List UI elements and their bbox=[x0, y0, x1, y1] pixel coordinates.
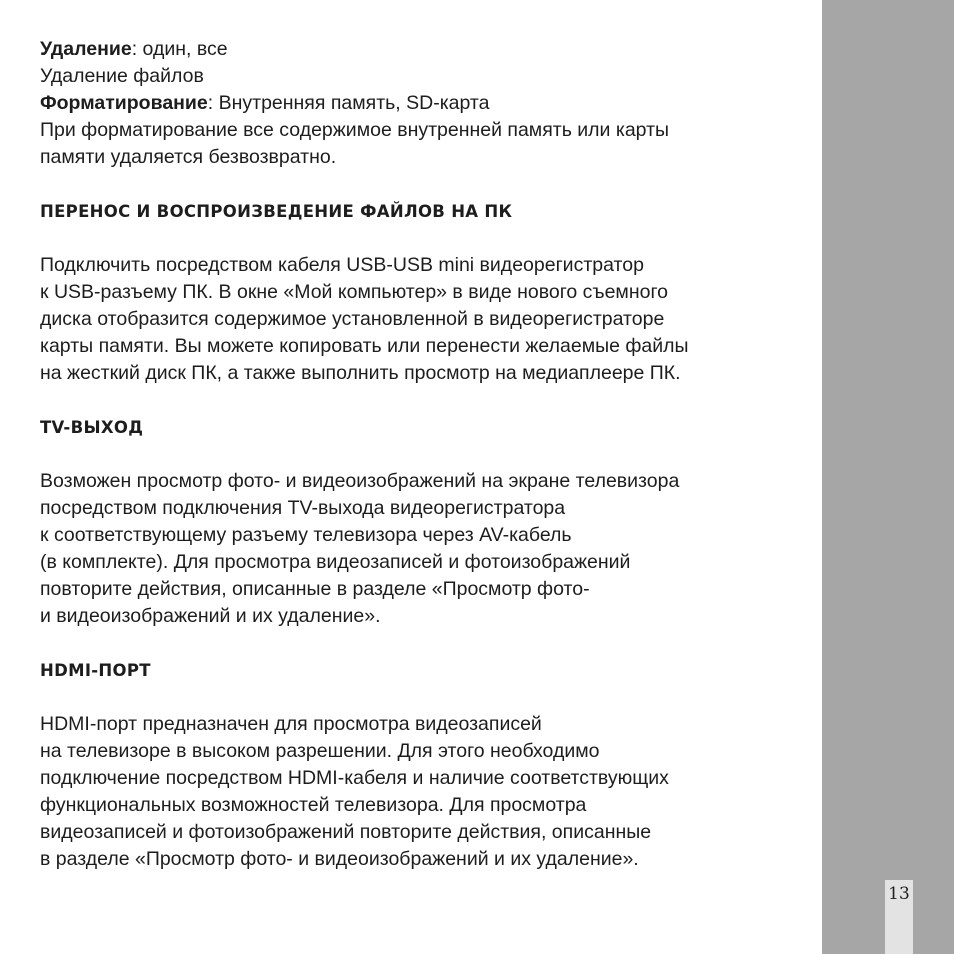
paragraph-line: Подключить посредством кабеля USB-USB mini видеорегистратор bbox=[40, 254, 644, 276]
delete-files-line: Удаление файлов bbox=[40, 65, 204, 87]
paragraph-line: функциональных возможностей телевизора. Для просмотра bbox=[40, 794, 587, 816]
delete-value: : один, все bbox=[131, 38, 228, 60]
side-margin-band bbox=[822, 0, 954, 954]
spacer bbox=[40, 684, 815, 711]
paragraph-line: видеозаписей и фотоизображений повторите действия, описанные bbox=[40, 821, 652, 843]
page-content bbox=[40, 36, 815, 873]
format-line bbox=[40, 90, 815, 117]
format-value: : Внутренняя память, SD-карта bbox=[207, 92, 490, 114]
page-number: 13 bbox=[888, 884, 910, 904]
spacer bbox=[40, 441, 815, 468]
format-label: Форматирование bbox=[40, 92, 208, 114]
paragraph-line: подключение посредством HDMI-кабеля и наличие соответствующих bbox=[40, 767, 669, 789]
spacer bbox=[40, 225, 815, 252]
paragraph-line: (в комплекте). Для просмотра видеозаписей и фотоизображений bbox=[40, 551, 631, 573]
spacer bbox=[40, 171, 815, 198]
section-heading-transfer: ПЕРЕНОС И ВОСПРОИЗВЕДЕНИЕ ФАЙЛОВ НА ПК bbox=[40, 202, 513, 221]
paragraph-line: посредством подключения TV-выхода видеорегистратора bbox=[40, 497, 566, 519]
paragraph-line: Возможен просмотр фото- и видеоизображений на экране телевизора bbox=[40, 470, 680, 492]
paragraph-line: диска отобразится содержимое установленной в видеорегистраторе bbox=[40, 308, 665, 330]
paragraph-line: к USB-разъему ПК. В окне «Мой компьютер» в виде нового съемного bbox=[40, 281, 668, 303]
paragraph-line: в разделе «Просмотр фото- и видеоизображений и их удаление». bbox=[40, 848, 639, 870]
paragraph-line: на телевизоре в высоком разрешении. Для этого необходимо bbox=[40, 740, 600, 762]
delete-line bbox=[40, 36, 815, 63]
paragraph-line: на жесткий диск ПК, а также выполнить просмотр на медиаплеере ПК. bbox=[40, 362, 681, 384]
paragraph-line: HDMI-порт предназначен для просмотра видеозаписей bbox=[40, 713, 542, 735]
paragraph-line: повторите действия, описанные в разделе «Просмотр фото- bbox=[40, 578, 590, 600]
section-heading-hdmi: HDMI-ПОРТ bbox=[40, 661, 151, 680]
paragraph-line: к соответствующему разъему телевизора через AV-кабель bbox=[40, 524, 572, 546]
spacer bbox=[40, 630, 815, 657]
format-note-line: При форматирование все содержимое внутренней память или карты bbox=[40, 119, 670, 141]
format-note-line: памяти удаляется безвозвратно. bbox=[40, 146, 337, 168]
paragraph-line: и видеоизображений и их удаление». bbox=[40, 605, 381, 627]
section-heading-tv-out: TV-ВЫХОД bbox=[40, 418, 144, 437]
spacer bbox=[40, 387, 815, 414]
delete-label: Удаление bbox=[40, 38, 132, 60]
paragraph-line: карты памяти. Вы можете копировать или перенести желаемые файлы bbox=[40, 335, 689, 357]
